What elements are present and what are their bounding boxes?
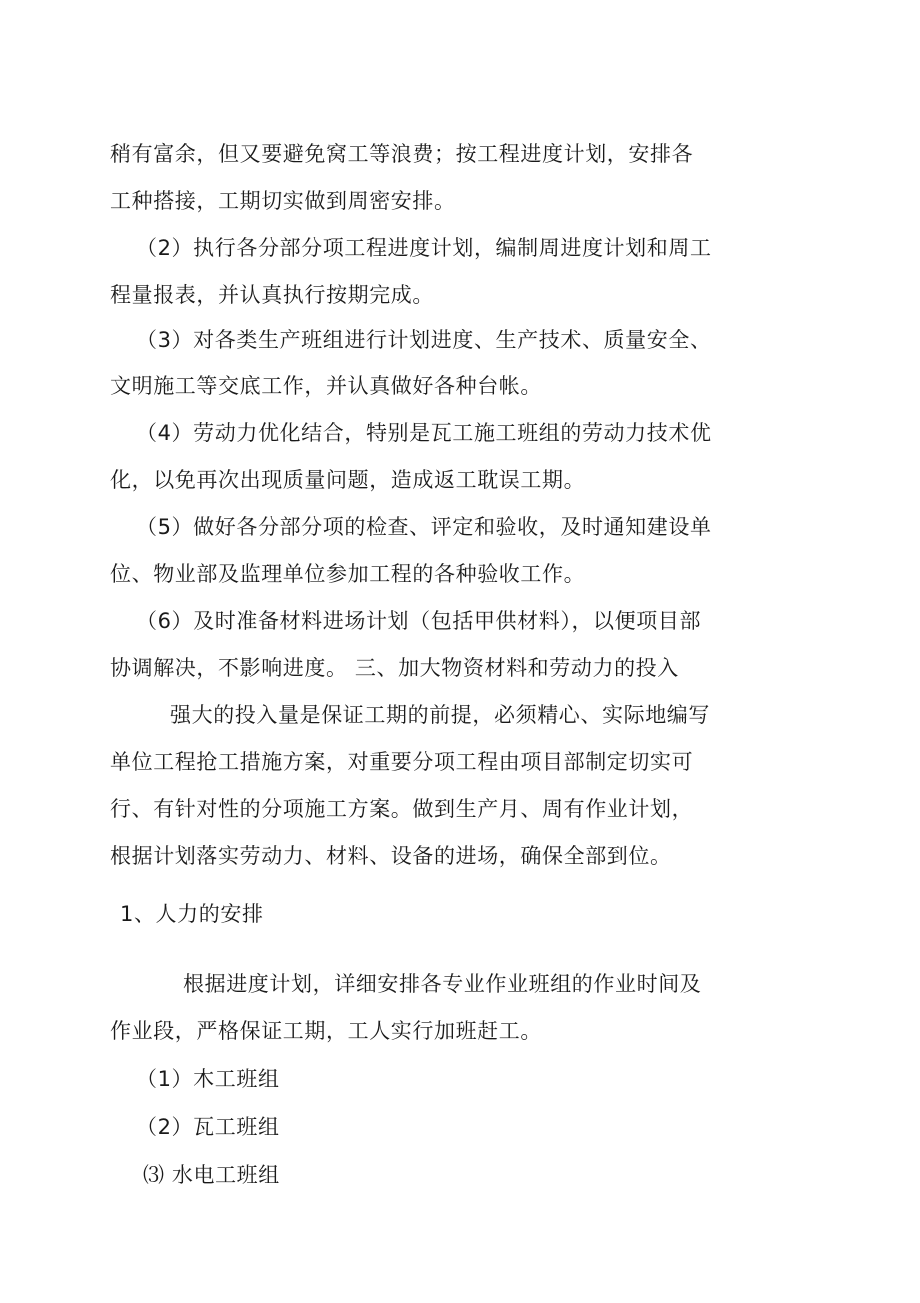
text-line: 位、物业部及监理单位参加工程的各种验收工作。 xyxy=(110,562,586,586)
text-line: 程量报表，并认真执行按期完成。 xyxy=(110,283,434,307)
text-line: （5）做好各分部分项的检查、评定和验收，及时通知建设单 xyxy=(136,515,712,539)
text-line: （2）执行各分部分项工程进度计划，编制周进度计划和周工 xyxy=(136,236,712,260)
text-line: 根据进度计划，详细安排各专业作业班组的作业时间及 xyxy=(183,972,702,996)
section-heading: 1、人力的安排 xyxy=(120,902,264,926)
text-line: 作业段，严格保证工期，工人实行加班赶工。 xyxy=(110,1019,542,1043)
text-line: 协调解决，不影响进度。 三、加大物资材料和劳动力的投入 xyxy=(110,656,679,680)
text-line: （6）及时准备材料进场计划（包括甲供材料），以便项目部 xyxy=(136,609,702,633)
list-item: ⑶ 水电工班组 xyxy=(143,1163,280,1187)
text-line: 单位工程抢工措施方案，对重要分项工程由项目部制定切实可 xyxy=(110,750,694,774)
text-line: （3）对各类生产班组进行计划进度、生产技术、质量安全、 xyxy=(136,328,712,352)
list-item: （1）木工班组 xyxy=(136,1067,280,1091)
text-line: 强大的投入量是保证工期的前提，必须精心、实际地编写 xyxy=(170,703,710,727)
text-line: 文明施工等交底工作，并认真做好各种台帐。 xyxy=(110,374,542,398)
list-item: （2）瓦工班组 xyxy=(136,1115,280,1139)
text-line: 行、有针对性的分项施工方案。做到生产月、周有作业计划， xyxy=(110,797,694,821)
text-line: 工种搭接，工期切实做到周密安排。 xyxy=(110,189,456,213)
text-line: 化，以免再次出现质量问题，造成返工耽误工期。 xyxy=(110,468,586,492)
text-line: 稍有富余，但又要避免窝工等浪费；按工程进度计划，安排各 xyxy=(110,142,694,166)
text-line: （4）劳动力优化结合，特别是瓦工施工班组的劳动力技术优 xyxy=(136,421,712,445)
text-line: 根据计划落实劳动力、材料、设备的进场，确保全部到位。 xyxy=(110,844,672,868)
